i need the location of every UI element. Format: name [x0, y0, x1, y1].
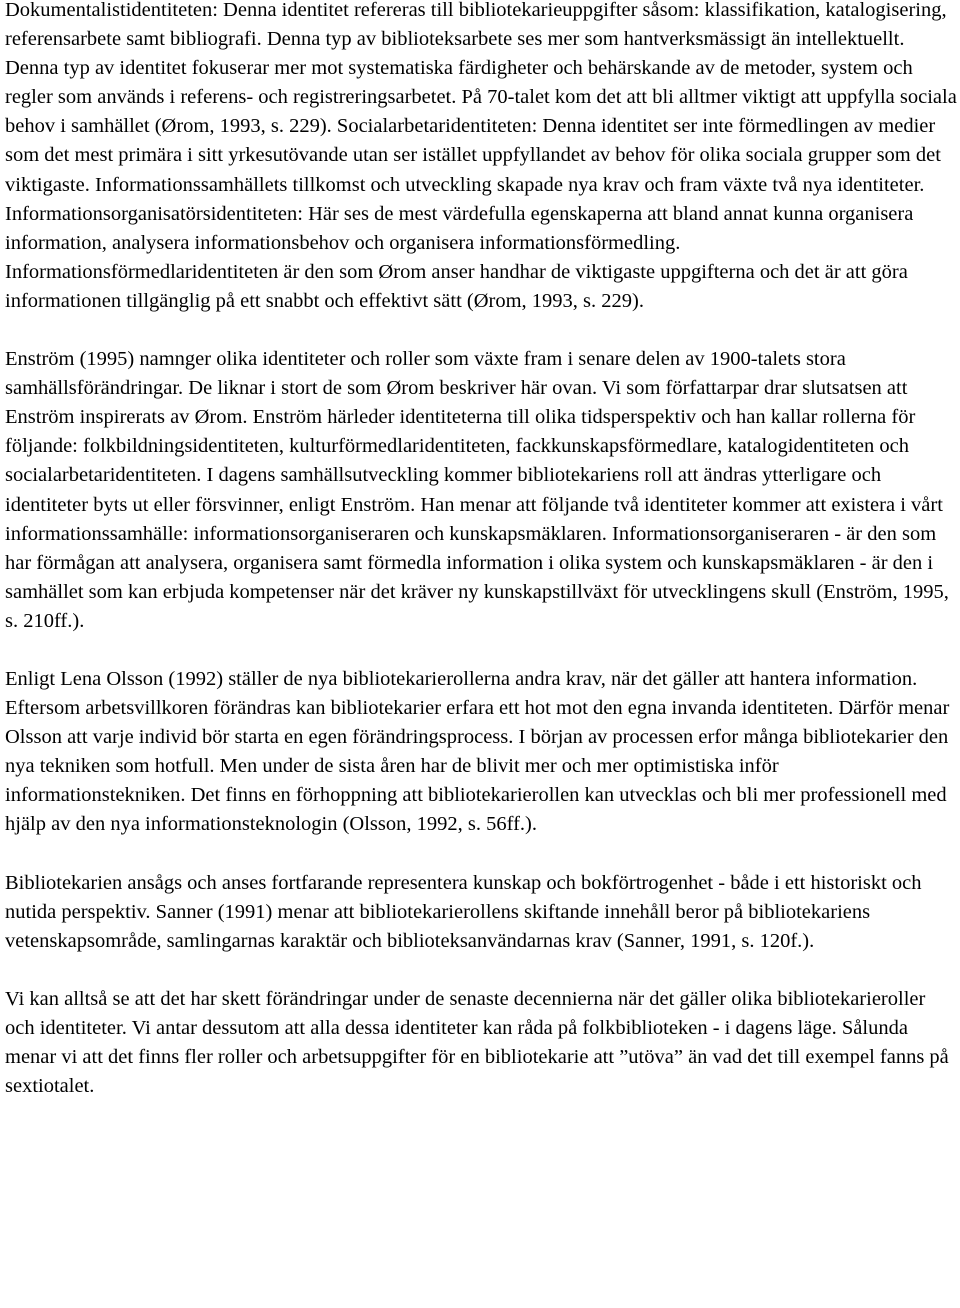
document-page — [5, 0, 957, 1101]
paragraph-sanner-knowledge: Bibliotekarien ansågs och anses fortfarande representera kunskap och bokförtrogenhet - både i ett historiskt och nutida perspektiv. Sanner (1991) menar att bibliotekarierollens skiftande innehåll beror på bibliotekariens vetenskapsområde, samlingarnas karaktär och biblioteksanvändarnas krav (Sanner, 1991, s. 120f.). — [5, 871, 922, 952]
paragraph-enstrom-roles: Enström (1995) namnger olika identiteter och roller som växte fram i senare delen av 1900-talets stora samhällsförändringar. De liknar i stort de som Ørom beskriver här ovan. Vi som författarpar drar slutsatsen att Enström inspirerats av Ørom. Enström härleder identiteterna till olika tidsperspektiv och han kallar rollerna för följande: folkbildningsidentiteten, kulturförmedlaridentiteten, fackkunskapsförmedlare, katalogidentiteten och socialarbetaridentiteten. I dagens samhällsutveckling kommer bibliotekariens roll att ändras ytterligare och identiteter byts ut eller försvinner, enligt Enström. Han menar att följande två identiteter kommer att existera i vårt informationssamhälle: informationsorganiseraren och kunskapsmäklaren. Informationsorganiseraren - är den som har förmågan att analysera, organisera samt förmedla information i olika system och kunskapsmäklaren - är den i samhället som kan erbjuda kompetenser när det kräver ny kunskapstillväxt för utvecklingens skull (Enström, 1995, s. 210ff.). — [5, 348, 949, 632]
paragraph-olsson-requirements: Enligt Lena Olsson (1992) ställer de nya bibliotekarierollerna andra krav, när det gäller att hantera information. Eftersom arbetsvillkoren förändras kan bibliotekarier erfara ett hot mot den egna invanda identiteten. Därför menar Olsson att varje individ bör starta en egen förändringsprocess. I början av processen erfor många bibliotekarier den nya tekniken som hotfull. Men under de sista åren har de blivit mer och mer optimistiska inför informationstekniken. Det finns en förhoppning att bibliotekarierollen kan utvecklas och bli mer professionell med hjälp av den nya informationsteknologin (Olsson, 1992, s. 56ff.). — [5, 667, 950, 836]
paragraph-librarian-identities: Dokumentalistidentiteten: Denna identitet refereras till bibliotekarieuppgifter såsom: klassifikation, katalogisering, referensarbete samt bibliografi. Denna typ av biblioteksarbete ses mer som hantverksmässigt än intellektuellt. Denna typ av identitet fokuserar mer mot systematiska färdigheter och behärskande av de metoder, system och regler som används i referens- och registreringsarbetet. På 70-talet kom det att bli alltmer viktigt att uppfylla sociala behov i samhället (Ørom, 1993, s. 229). Socialarbetaridentiteten: Denna identitet ser inte förmedlingen av medier som det mest primära i sitt yrkesutövande utan ser istället uppfyllandet av behov för olika sociala grupper som det viktigaste. Informationssamhällets tillkomst och utveckling skapade nya krav och fram växte två nya identiteter. Informationsorganisatörsidentiteten: Här ses de mest värdefulla egenskaperna att bland annat kunna organisera information, analysera informationsbehov och organisera informationsförmedling. Informationsförmedlaridentiteten är den som Ørom anser handhar de viktigaste uppgifterna och det är att göra informationen tillgänglig på ett snabbt och effektivt sätt (Ørom, 1993, s. 229). — [5, 0, 957, 312]
paragraph-conclusion: Vi kan alltså se att det har skett förändringar under de senaste decennierna när det gäller olika bibliotekarieroller och identiteter. Vi antar dessutom att alla dessa identiteter kan råda på folkbiblioteken - i dagens läge. Sålunda menar vi att det finns fler roller och arbetsuppgifter för en bibliotekarie att ”utöva” än vad det till exempel fanns på sextiotalet. — [5, 987, 949, 1098]
